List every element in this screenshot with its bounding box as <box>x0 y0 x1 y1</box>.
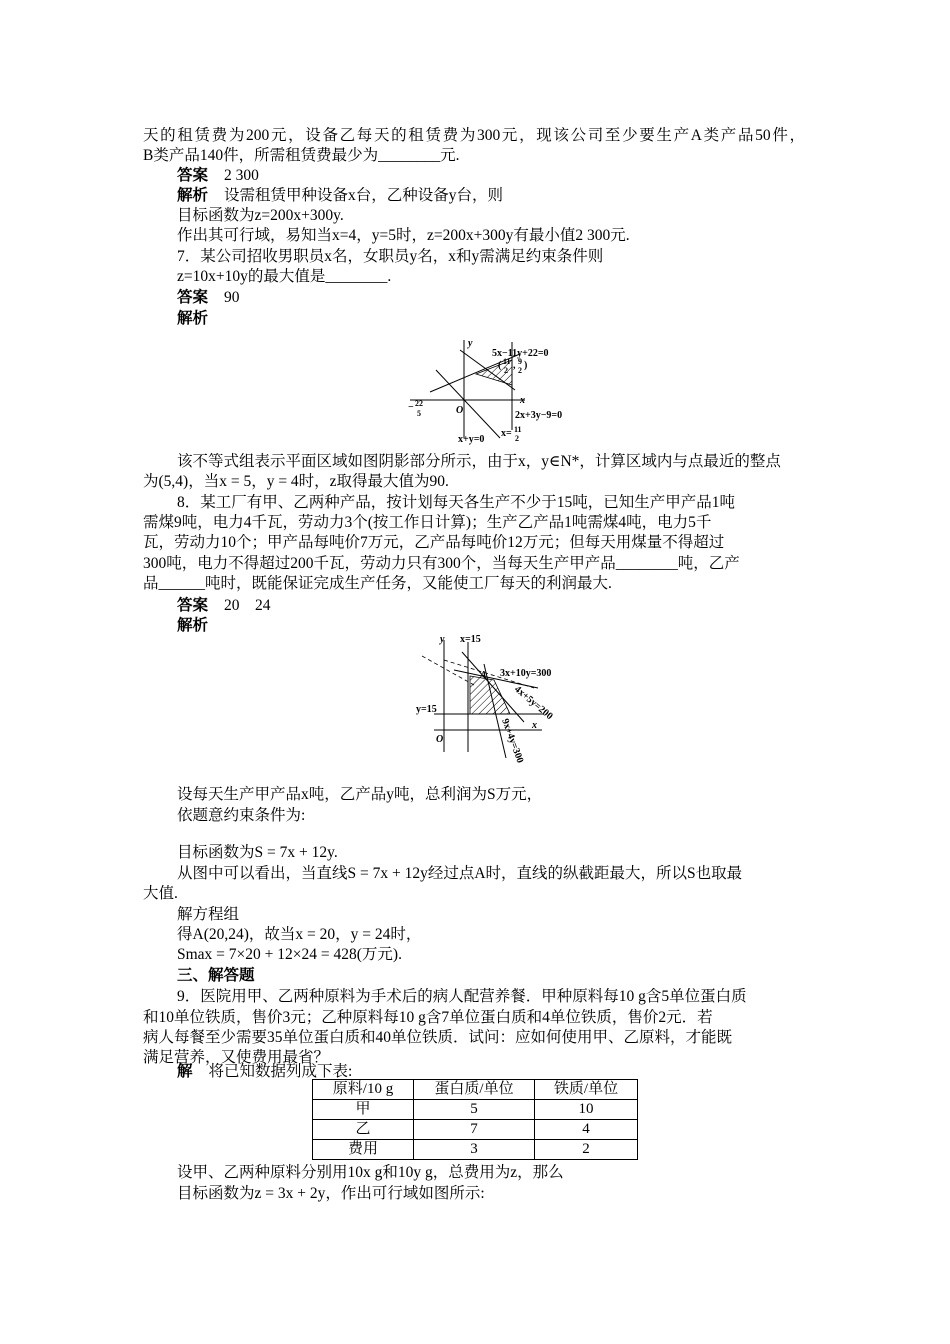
label-point-2b: 2 <box>518 366 522 375</box>
analysis-label: 解析 <box>177 187 209 204</box>
label-line-4x: 4x+5y=200 <box>512 683 555 723</box>
table-header-cell: 原料/10 g <box>313 1080 414 1100</box>
q9-text-1: 设甲、乙两种原料分别用10x g和10y g，总费用为z，那么 <box>177 1164 564 1181</box>
q8-line-1: 8．某工厂有甲、乙两种产品，按计划每天各生产不少于15吨，已知生产甲产品1吨 <box>177 494 736 511</box>
label-origin: O <box>456 405 464 416</box>
table-cell: 7 <box>414 1120 535 1140</box>
q7-line-1: 7．某公司招收男职员x名，女职员y名，x和y需满足约束条件则 <box>177 248 604 265</box>
section-title: 三、解答题 <box>177 967 255 984</box>
label-point-11: 11 <box>503 357 511 366</box>
answer-value: 90 <box>224 289 240 306</box>
q8-text-7: 得A(20,24)，故当x = 20，y = 24时， <box>177 926 422 943</box>
q8-text-3: 目标函数为S = 7x + 12y. <box>177 844 338 861</box>
label-line-bottom: x+y=0 <box>458 434 485 445</box>
table-cell: 10 <box>535 1100 638 1120</box>
label-point-paren-open: ( <box>498 360 502 371</box>
data-table <box>312 1079 638 1160</box>
table-header-cell: 铁质/单位 <box>535 1080 638 1100</box>
q9-line-4: 满足营养，又使费用最省？ <box>143 1049 330 1066</box>
answer-label: 答案 <box>177 167 209 184</box>
table-cell: 乙 <box>313 1120 414 1140</box>
line-x-y <box>436 370 500 438</box>
table-cell: 费用 <box>313 1140 414 1160</box>
q8-line-3: 瓦，劳动力10个；甲产品每吨价7万元，乙产品每吨价12万元；但每天用煤量不得超过 <box>143 534 725 551</box>
label-line-9x: 9x+4y=300 <box>499 717 526 765</box>
q8-analysis-label: 解析 <box>177 617 209 634</box>
label-y: y <box>468 338 473 349</box>
solution-text: 将已知数据列成下表: <box>208 1063 353 1080</box>
q6-line-2: B类产品140件，所需租赁费最少为________元. <box>143 147 460 164</box>
q8-line-2: 需煤9吨，电力4千瓦，劳动力3个(按工作日计算)；生产乙产品1吨需煤4吨，电力5千 <box>143 514 712 531</box>
label-a: A <box>480 670 487 681</box>
q7-figure <box>400 330 600 448</box>
q6-line-1: 天的租赁费为200元，设备乙每天的租赁费为300元，现该公司至少要生产A类产品50件， <box>143 127 805 144</box>
q9-text-2: 目标函数为z = 3x + 2y，作出可行域如图所示: <box>177 1185 485 1202</box>
table-header-row <box>313 1080 638 1100</box>
label-point-comma: , <box>513 360 516 371</box>
q9-line-1: 9．医院用甲、乙两种原料为手术后的病人配营养餐．甲种原料每10 g含5单位蛋白质 <box>177 988 747 1005</box>
q7-text-1: 该不等式组表示平面区域如图阴影部分所示，由于x，y∈N*，计算区域内与点最近的整点 <box>177 453 781 470</box>
q8-line-5: 品______吨时，既能保证完成生产任务，又能使工厂每天的利润最大. <box>143 575 612 592</box>
q8-text-2: 依题意约束条件为: <box>177 807 306 824</box>
table-cell: 2 <box>535 1140 638 1160</box>
table-cell: 5 <box>414 1100 535 1120</box>
q9-line-3: 病人每餐至少需要35单位蛋白质和40单位铁质．试问：应如何使用甲、乙原料，才能既 <box>143 1029 733 1046</box>
table-row <box>313 1140 638 1160</box>
answer-value: 20 24 <box>224 597 271 614</box>
q8-text-4: 从图中可以看出，当直线S = 7x + 12y经过点A时，直线的纵截距最大，所以S也取最 <box>177 865 743 882</box>
label-point-9: 9 <box>518 357 522 366</box>
q8-text-6: 解方程组 <box>177 906 240 923</box>
q8-figure <box>414 630 574 778</box>
q7-analysis-label: 解析 <box>177 310 209 327</box>
label-x15: x=15 <box>460 634 481 645</box>
q8-text-5: 大值. <box>143 885 178 902</box>
label-point-paren-close: ) <box>524 360 528 371</box>
label-neg-sign: − <box>408 402 414 413</box>
label-y15: y=15 <box>416 704 437 715</box>
table-cell: 3 <box>414 1140 535 1160</box>
solution-label: 解 <box>177 1063 193 1080</box>
q8-line-4: 300吨，电力不得超过200千瓦，劳动力只有300个，当每天生产甲产品________吨，乙产 <box>143 555 740 572</box>
label-neg-22: 22 <box>415 399 423 408</box>
label-y: y <box>440 634 445 645</box>
label-point-2a: 2 <box>504 366 508 375</box>
table-cell: 甲 <box>313 1100 414 1120</box>
label-x: x <box>532 720 537 731</box>
q8-text-1: 设每天生产甲产品x吨，乙产品y吨，总利润为S万元， <box>177 786 543 803</box>
q7-text-2: 为(5,4)，当x = 5，y = 4时，z取得最大值为90. <box>143 473 449 490</box>
q6-analysis-1 <box>177 186 503 206</box>
answer-value: 2 300 <box>224 167 259 184</box>
q6-answer <box>177 166 259 186</box>
label-line-top: 5x−11y+22=0 <box>492 348 549 359</box>
q9-line-2: 和10单位铁质，售价3元；乙种原料每10 g含7单位蛋白质和4单位铁质，售价2元．若 <box>143 1009 713 1026</box>
q7-line-2: z=10x+10y的最大值是________. <box>177 268 392 285</box>
label-x-eq: x= <box>501 428 512 439</box>
table-header-cell: 蛋白质/单位 <box>414 1080 535 1100</box>
label-line-right: 2x+3y−9=0 <box>515 410 563 421</box>
q7-figure-svg <box>400 330 600 448</box>
answer-label: 答案 <box>177 597 209 614</box>
feasible-region <box>470 676 510 714</box>
table-cell: 4 <box>535 1120 638 1140</box>
table-row <box>313 1100 638 1120</box>
label-x: x <box>520 395 525 406</box>
q8-answer <box>177 596 271 616</box>
q6-analysis-2: 目标函数为z=200x+300y. <box>177 207 344 224</box>
label-origin: O <box>436 734 444 745</box>
objective-line-1 <box>422 656 474 685</box>
q6-analysis-3: 作出其可行域，易知当x=4，y=5时，z=200x+300y有最小值2 300元. <box>177 227 630 244</box>
label-line-3x: 3x+10y=300 <box>500 668 552 679</box>
label-x-2: 2 <box>515 434 519 443</box>
table-row <box>313 1120 638 1140</box>
q8-figure-svg <box>414 630 574 778</box>
analysis-text: 设需租赁甲种设备x台，乙种设备y台，则 <box>224 187 504 204</box>
q8-text-8: Smax = 7×20 + 12×24 = 428(万元). <box>177 946 402 963</box>
answer-label: 答案 <box>177 289 209 306</box>
label-x-11: 11 <box>514 425 522 434</box>
q7-answer <box>177 288 240 308</box>
label-neg-5: 5 <box>417 409 421 418</box>
